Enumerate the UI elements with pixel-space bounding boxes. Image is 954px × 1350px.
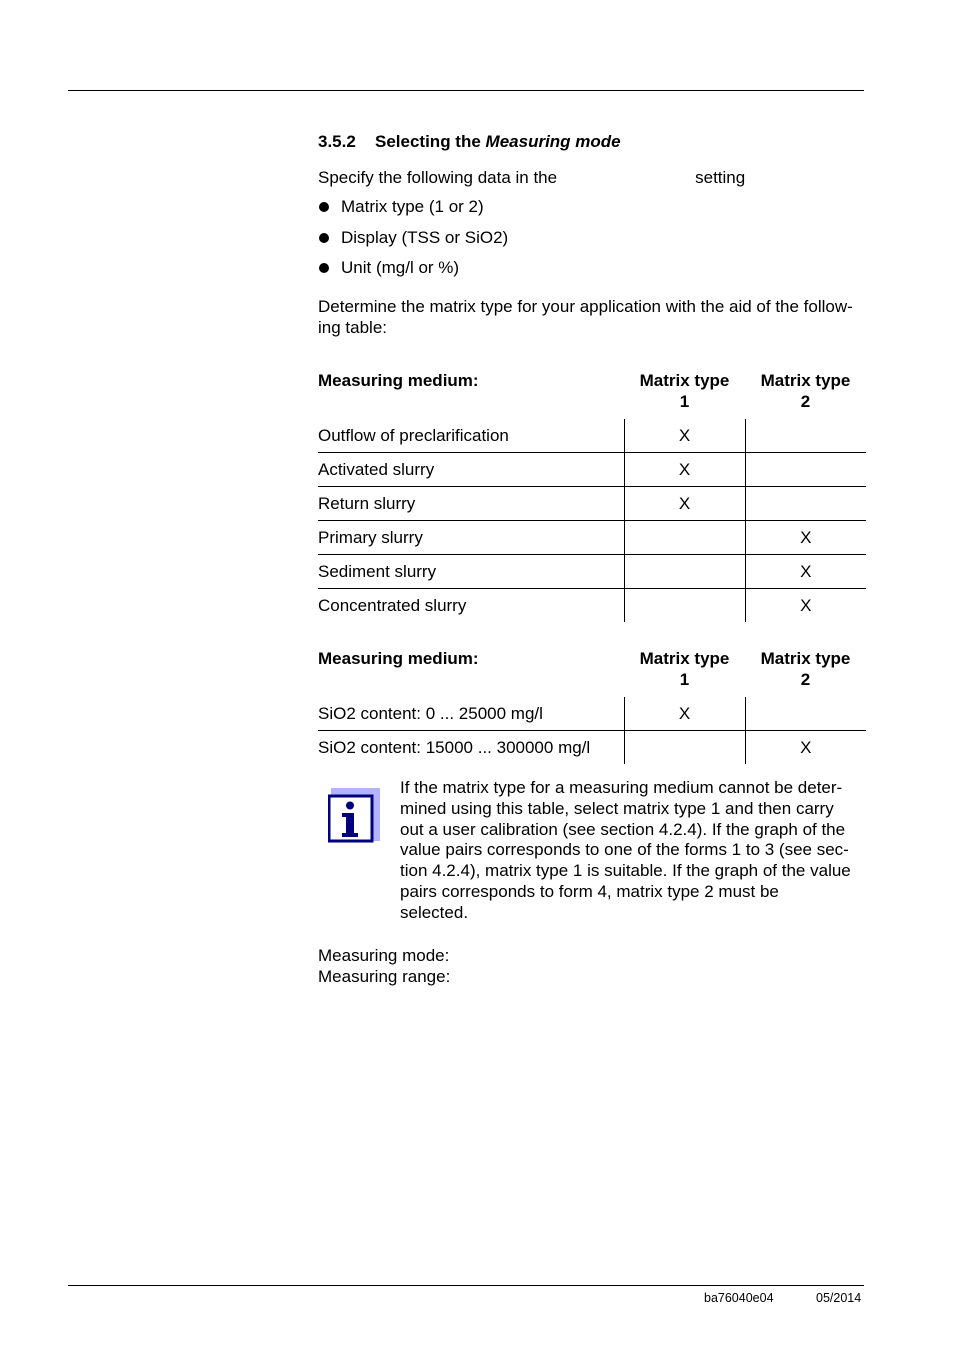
list-item-text: Display (TSS or SiO2) (341, 227, 509, 247)
medium-cell: Activated slurry (318, 453, 624, 487)
matrix-table-sio2 (318, 648, 866, 764)
table-header-row (318, 648, 866, 697)
medium-cell: Return slurry (318, 487, 624, 521)
matrix-type-1-cell: X (624, 453, 745, 487)
list-item-text: Unit (mg/l or %) (341, 258, 460, 277)
matrix-type-2-cell: X (745, 731, 866, 765)
matrix-type-2-cell (745, 697, 866, 731)
measuring-mode-label: Measuring mode: (318, 946, 450, 965)
matrix-type-1-cell: X (624, 419, 745, 453)
bullet-dot-icon (319, 233, 329, 243)
column-header-medium: Measuring medium: (318, 371, 479, 390)
note-line: out a user calibration (see section 4.2.4). If the graph of the (400, 819, 846, 839)
mode-labels (318, 946, 450, 987)
matrix-type-1-cell (624, 555, 745, 589)
header-rule (68, 90, 864, 91)
table-row (318, 555, 866, 589)
table-row (318, 731, 866, 765)
intro-sentence (318, 168, 745, 188)
info-icon (328, 788, 380, 844)
info-note (400, 778, 862, 924)
column-header-matrix-type-2: Matrix type 2 (760, 371, 851, 411)
medium-cell: Concentrated slurry (318, 589, 624, 623)
section-number: 3.5.2 (318, 132, 356, 151)
matrix-type-1-cell (624, 731, 745, 765)
intro-before: Specify the following data in the (318, 168, 558, 187)
list-item (318, 197, 508, 228)
matrix-type-2-cell: X (745, 555, 866, 589)
column-header-matrix-type-1: Matrix type 1 (639, 649, 730, 689)
bullet-dot-icon (319, 263, 329, 273)
table-row (318, 589, 866, 623)
table-intro-paragraph: Determine the matrix type for your application with the aid of the follow-ing table: (318, 297, 853, 337)
section-title-prefix: Selecting the (375, 132, 481, 151)
table-row (318, 521, 866, 555)
bullet-list (318, 197, 508, 289)
table-row (318, 419, 866, 453)
matrix-type-2-cell: X (745, 521, 866, 555)
note-line: mined using this table, select matrix type 1 and then carry (400, 798, 834, 818)
table-row (318, 487, 866, 521)
list-item (318, 228, 508, 259)
note-line: If the matrix type for a measuring medium cannot be deter- (400, 778, 843, 797)
list-item-text: Matrix type (1 or 2) (341, 197, 484, 216)
medium-cell: SiO2 content: 15000 ... 300000 mg/l (318, 731, 624, 765)
matrix-type-1-cell: X (624, 697, 745, 731)
note-line: selected. (400, 902, 469, 922)
section-heading (318, 132, 621, 152)
matrix-type-1-cell (624, 521, 745, 555)
footer-doc-id: ba76040e04 (704, 1291, 774, 1305)
note-line: value pairs corresponds to one of the forms 1 to 3 (see sec- (400, 840, 849, 860)
column-header-matrix-type-1: Matrix type 1 (639, 371, 730, 411)
list-item (318, 258, 508, 289)
matrix-type-1-cell: X (624, 487, 745, 521)
column-header-medium: Measuring medium: (318, 649, 479, 668)
matrix-type-2-cell (745, 487, 866, 521)
intro-after: setting (695, 168, 746, 187)
matrix-type-2-cell (745, 419, 866, 453)
matrix-type-2-cell: X (745, 589, 866, 623)
section-title-emphasis: Measuring mode (485, 132, 621, 151)
medium-cell: SiO2 content: 0 ... 25000 mg/l (318, 703, 543, 723)
column-header-matrix-type-2: Matrix type 2 (760, 649, 851, 689)
footer-date: 05/2014 (816, 1291, 862, 1305)
medium-cell: Sediment slurry (318, 555, 624, 589)
note-line: pairs corresponds to form 4, matrix type 2 must be (400, 881, 779, 901)
medium-cell: Primary slurry (318, 521, 624, 555)
table-header-row (318, 370, 866, 419)
footer-rule (68, 1285, 864, 1286)
table-row (318, 453, 866, 487)
medium-cell: Outflow of preclarification (318, 425, 509, 445)
matrix-type-2-cell (745, 453, 866, 487)
matrix-table-slurry (318, 370, 866, 622)
table-row (318, 697, 866, 731)
note-line: tion 4.2.4), matrix type 1 is suitable. If the graph of the value (400, 861, 851, 881)
matrix-type-1-cell (624, 589, 745, 623)
bullet-dot-icon (319, 202, 329, 212)
measuring-range-label: Measuring range: (318, 966, 451, 986)
info-icon-graphic (328, 788, 380, 844)
